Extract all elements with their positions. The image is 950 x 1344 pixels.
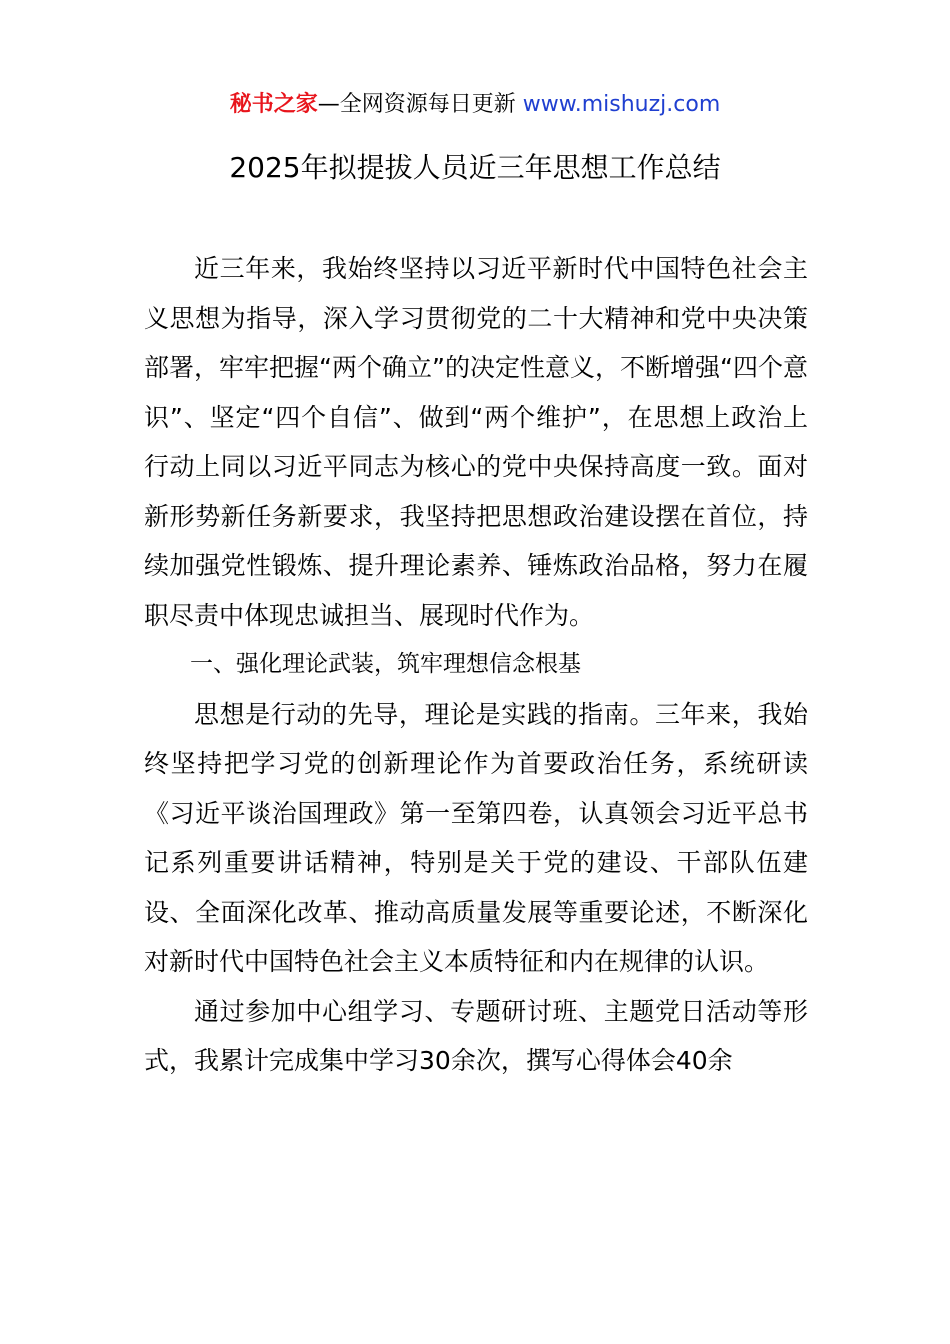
paragraph-study: 通过参加中心组学习、专题研讨班、主题党日活动等形式，我累计完成集中学习30余次，撰写心得体会40余 [144, 996, 808, 1075]
document-body [144, 244, 808, 1086]
brand-name: 秘书之家 [229, 92, 318, 117]
site-url-link[interactable]: www.mishuzj.com [522, 92, 721, 117]
section-heading-1: 一、强化理论武装，筑牢理想信念根基 [190, 651, 581, 677]
banner-tagline: —全网资源每日更新 [317, 92, 523, 117]
site-banner [0, 88, 950, 122]
paragraph-theory: 思想是行动的先导，理论是实践的指南。三年来，我始终坚持把学习党的创新理论作为首要政治任务，系统研读《习近平谈治国理政》第一至第四卷，认真领会习近平总书记系列重要讲话精神，特别是关于党的建设、干部队伍建设、全面深化改革、推动高质量发展等重要论述，不断深化对新时代中国特色社会主义本质特征和内在规律的认识。 [144, 699, 808, 976]
paragraph-intro: 近三年来，我始终坚持以习近平新时代中国特色社会主义思想为指导，深入学习贯彻党的二十大精神和党中央决策部署，牢牢把握“两个确立”的决定性意义，不断增强“四个意识”、坚定“四个自信”、做到“两个维护”，在思想上政治上行动上同以习近平同志为核心的党中央保持高度一致。面对新形势新任务新要求，我坚持把思想政治建设摆在首位，持续加强党性锻炼、提升理论素养、锤炼政治品格，努力在履职尽责中体现忠诚担当、展现时代作为。 [144, 254, 808, 630]
document-title: 2025年拟提拔人员近三年思想工作总结 [229, 151, 721, 184]
